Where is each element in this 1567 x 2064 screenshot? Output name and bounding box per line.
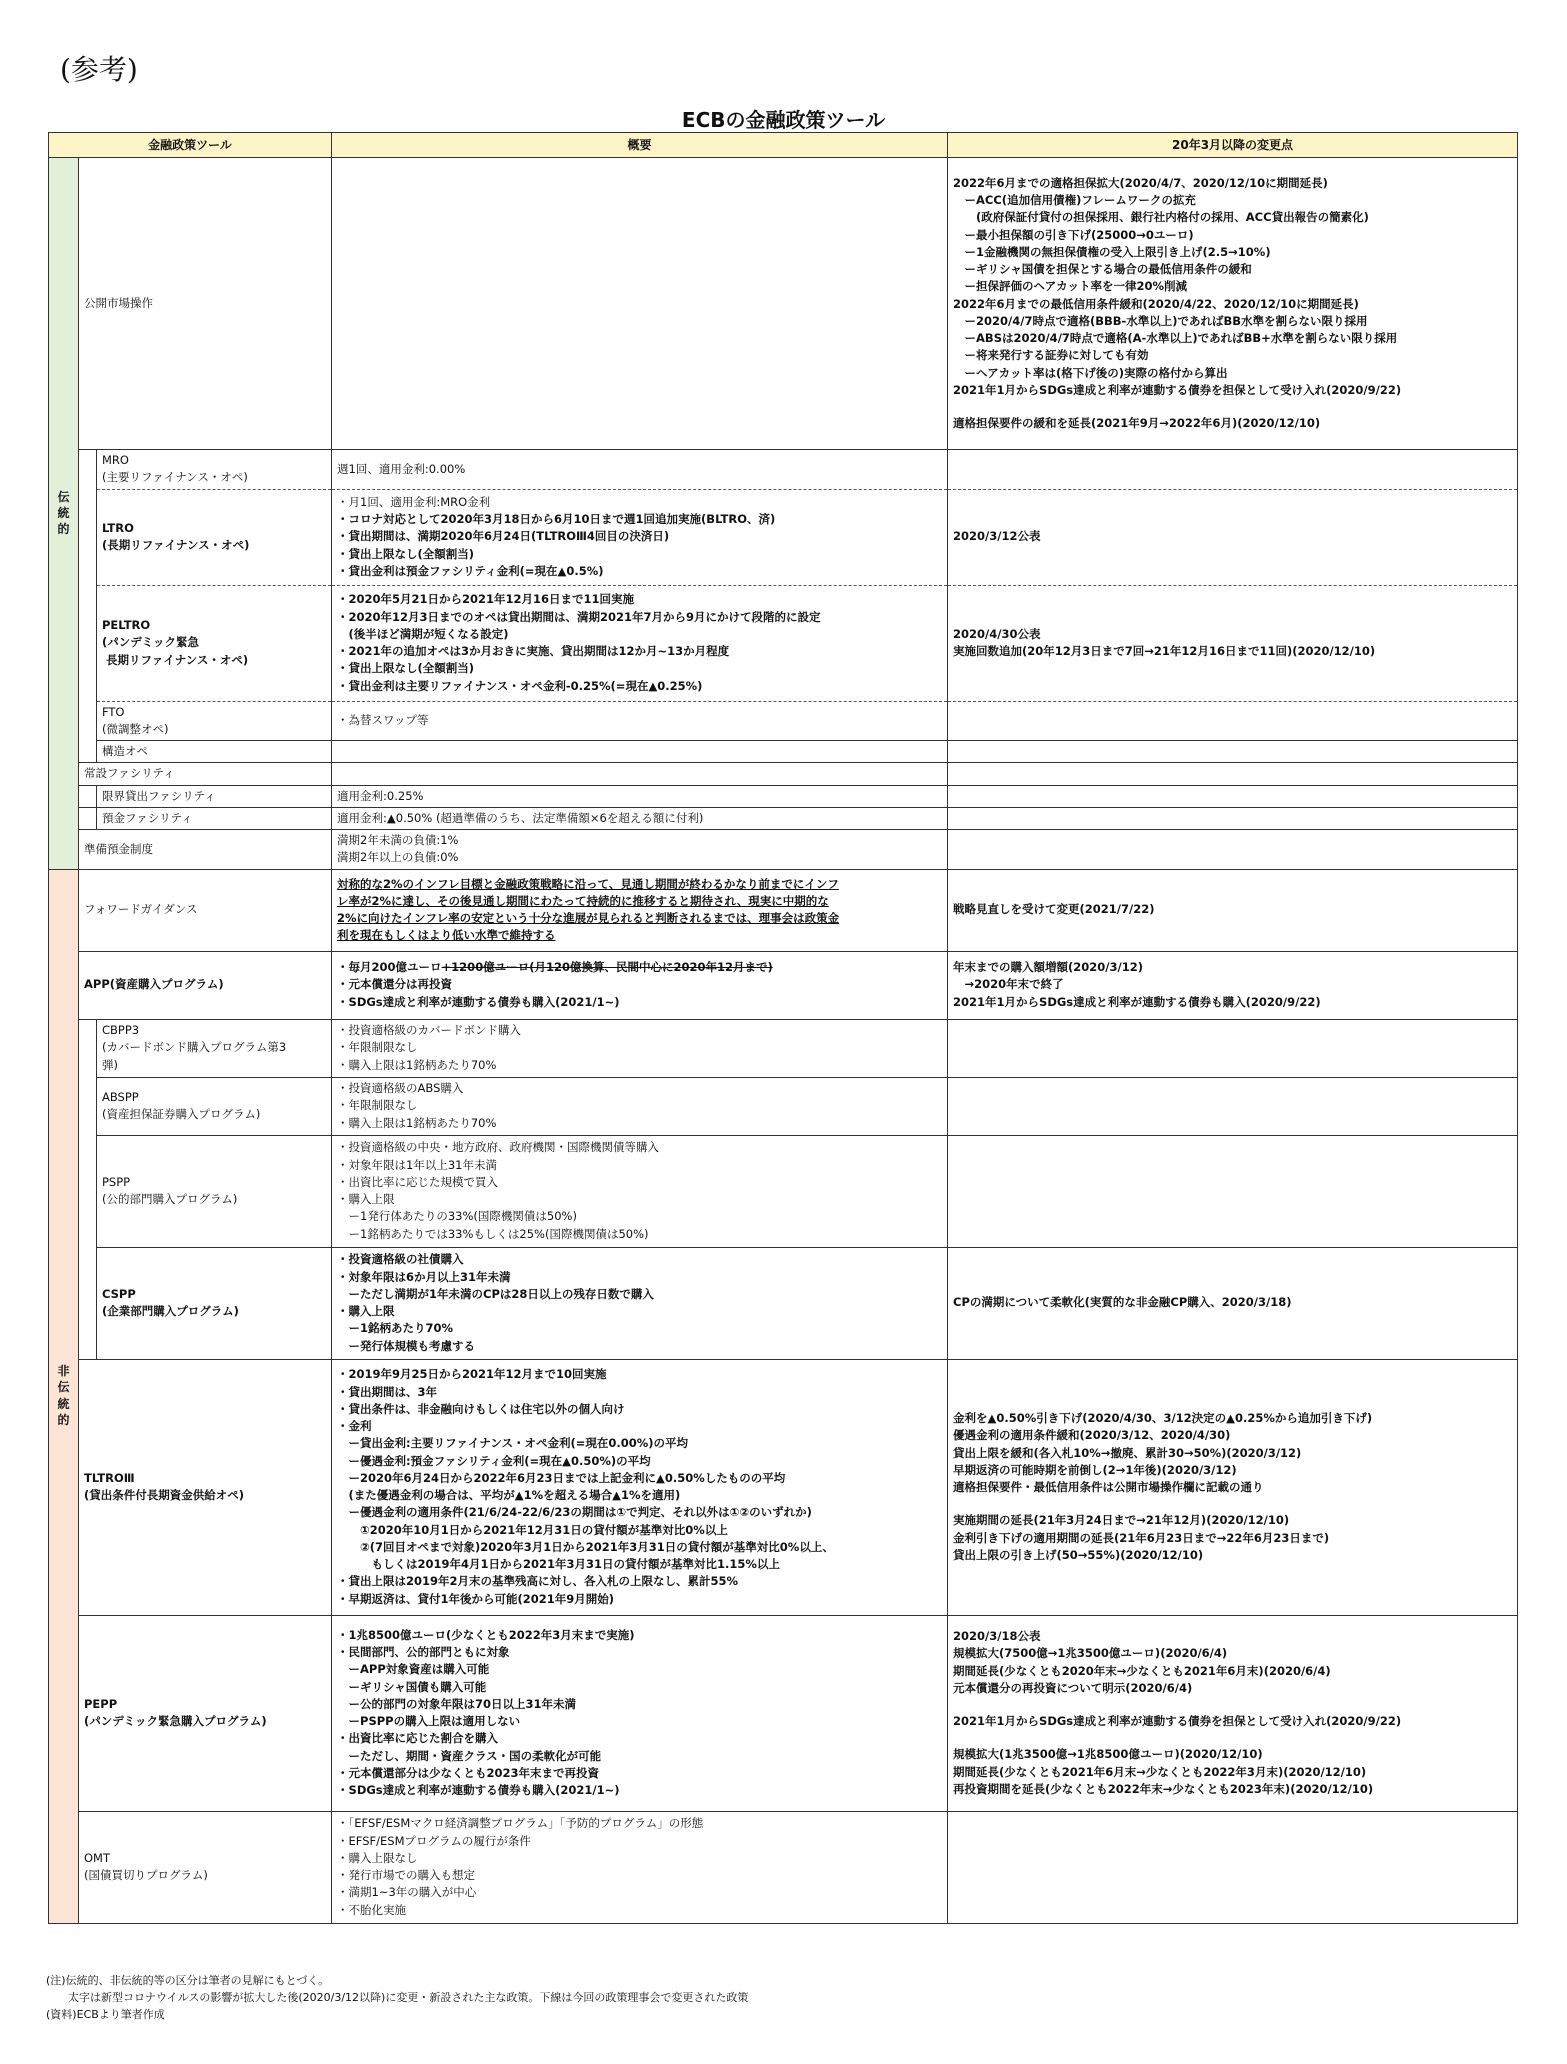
row-omt — [49, 1811, 1518, 1923]
summary-deposit: 適用金利:▲0.50% (超過準備のうち、法定準備額×6を超える額に付利) — [332, 807, 948, 829]
changes-fg: 戦略見直しを受けて変更(2021/7/22) — [948, 869, 1518, 951]
changes-omo: 2022年6月までの適格担保拡大(2020/4/7、2020/12/10に期間延長) ーACC(追加信用債権)フレームワークの拡充 (政府保証付貸付の担保採用、銀行社内格付の採用、ACC貸出報告の簡素化) ー最小担保額の引き下げ(25000→0ユーロ) ー1金融機関の無担保債権の受入上限引き上げ(2.5→10%) ーギリシャ国債を担保とする場合の最低信用条件の緩和 ー担保評価のヘアカット率を一律20%削減 2022年6月までの最低信用条件緩和(2020/4/22、2020/12/10に期間延長) ー2020/4/7時点で適格(BBB-水準以上)であればBB水準を割らない限り採用 ーABSは2020/4/7時点で適格(A-水準以上)であればBB+水準を割らない限り採用 ー将来発行する証券に対しても有効 ーヘアカット率は(格下げ後の)実際の格付から算出 2021年1月からSDGs達成と利率が連動する債券を担保として受け入れ(2020/9/22) 適格担保要件の緩和を延長(2021年9月→2022年6月)(2020/12/10) — [948, 158, 1518, 450]
footnote-3: (資料)ECBより筆者作成 — [46, 2008, 165, 2022]
row-app — [49, 951, 1518, 1019]
table-header-row — [49, 133, 1518, 158]
page-title: ECBの金融政策ツール — [681, 108, 886, 132]
tool-structural: 構造オペ — [97, 741, 332, 763]
tool-cspp: CSPP (企業部門購入プログラム) — [97, 1247, 332, 1359]
changes-peltro: 2020/4/30公表 実施回数追加(20年12月3日まで7回→21年12月16日まで11回)(2020/12/10) — [948, 585, 1518, 701]
tool-pspp: PSPP (公的部門購入プログラム) — [97, 1135, 332, 1247]
tool-deposit: 預金ファシリティ — [97, 807, 332, 829]
summary-mro: 週1回、適用金利:0.00% — [332, 450, 948, 490]
summary-app: ・毎月200億ユーロ+1200億ユーロ(月120億換算、民間中心に2020年12月まで) ・元本償還分は再投資 ・SDGs達成と利率が連動する債券も購入(2021/1~) — [332, 951, 948, 1019]
summary-cbpp3: ・投資適格級のカバードボンド購入 ・年限制限なし ・購入上限は1銘柄あたり70% — [332, 1019, 948, 1077]
summary-peltro: ・2020年5月21日から2021年12月16日まで11回実施 ・2020年12月3日までのオペは貸出期間は、満期2021年7月から9月にかけて段階的に設定 (後半ほど満期が短くなる設定) ・2021年の追加オペは3か月おきに実施、貸出期間は12か月~13か月程度 ・貸出上限なし(全額割当) ・貸出金利は主要リファイナンス・オペ金利-0.25%(=現在▲0.25%) — [332, 585, 948, 701]
tool-cbpp3: CBPP3 (カバードボンド購入プログラム第3 弾) — [97, 1019, 332, 1077]
category-non-traditional — [49, 869, 79, 1923]
row-fg — [49, 869, 1518, 951]
row-standing — [49, 763, 1518, 785]
footnote-1: (注)伝統的、非伝統的等の区分は筆者の見解にもとづく。 — [46, 1974, 330, 1987]
summary-tltro: ・2019年9月25日から2021年12月まで10回実施 ・貸出期間は、3年 ・貸出条件は、非金融向けもしくは住宅以外の個人向け ・金利 ー貸出金利:主要リファイナンス・オペ金利(=現在0.00%)の平均 ー優遇金利:預金ファシリティ金利(=現在▲0.50%)の平均 ー2020年6月24日から2022年6月23日までは上記金利に▲0.50%したものの平均 (また優遇金利の場合は、平均が▲1%を超える場合▲1%を適用) ー優遇金利の適用条件(21/6/24-22/6/23の期間は①で判定、それ以外は①②のいずれか) ①2020年10月1日から2021年12月31日の貸付額が基準対比0%以上 ②(7回目オペまで対象)2020年3月1日から2021年3月31日の貸付額が基準対比0%以上、 もしくは2019年4月1日から2021年3月31日の貸付額が基準対比1.15%以上 ・貸出上限は2019年2月末の基準残高に対し、各入札の上限なし、累計55% ・早期返済は、貸付1年後から可能(2021年9月開始) — [332, 1359, 948, 1615]
tool-pepp: PEPP (パンデミック緊急購入プログラム) — [79, 1615, 332, 1811]
summary-pepp: ・1兆8500億ユーロ(少なくとも2022年3月末まで実施) ・民間部門、公的部門ともに対象 ーAPP対象資産は購入可能 ーギリシャ国債も購入可能 ー公的部門の対象年限は70日以上31年未満 ーPSPPの購入上限は適用しない ・出資比率に応じた割合を購入 ーただし、期間・資産クラス・国の柔軟化が可能 ・元本償還部分は少なくとも2023年末まで再投資 ・SDGs達成と利率が連動する債券も購入(2021/1~) — [332, 1615, 948, 1811]
tool-omt: OMT (国債買切りプログラム) — [79, 1811, 332, 1923]
summary-fto: ・為替スワップ等 — [332, 701, 948, 741]
changes-pepp: 2020/3/18公表 規模拡大(7500億→1兆3500億ユーロ)(2020/6/4) 期間延長(少なくとも2020年末→少なくとも2021年6月末)(2020/6/4) 元本償還分の再投資について明示(2020/6/4) 2021年1月からSDGs達成と利率が連動する債券を担保として受け入れ(2020/9/22) 規模拡大(1兆3500億→1兆8500億ユーロ)(2020/12/10) 期間延長(少なくとも2021年6月末→少なくとも2022年3月末)(2020/12/10) 再投資期間を延長(少なくとも2022年末→少なくとも2023年末)(2020/12/10) — [948, 1615, 1518, 1811]
tool-app: APP(資産購入プログラム) — [79, 951, 332, 1019]
row-fto — [49, 701, 1518, 741]
row-structural — [49, 741, 1518, 763]
tool-reserve: 準備預金制度 — [79, 830, 332, 870]
category-traditional-label: 伝 統 的 — [57, 489, 70, 536]
row-ltro — [49, 489, 1518, 585]
row-deposit — [49, 807, 1518, 829]
changes-fto — [948, 701, 1518, 741]
tool-abspp: ABSPP (資産担保証券購入プログラム) — [97, 1077, 332, 1135]
tool-ltro: LTRO (長期リファイナンス・オペ) — [97, 489, 332, 585]
changes-tltro: 金利を▲0.50%引き下げ(2020/4/30、3/12決定の▲0.25%から追加引き下げ) 優遇金利の適用条件緩和(2020/3/12、2020/4/30) 貸出上限を緩和(各入札10%→撤廃、累計30→50%)(2020/3/12) 早期返済の可能時期を前倒し(2→1年後)(2020/3/12) 適格担保要件・最低信用条件は公開市場操作欄に記載の通り 実施期間の延長(21年3月24日まで→21年12月)(2020/12/10) 金利引き下げの適用期間の延長(21年6月23日まで→22年6月23日まで) 貸出上限の引き上げ(50→55%)(2020/12/10) — [948, 1359, 1518, 1615]
tool-fto: FTO (微調整オペ) — [97, 701, 332, 741]
row-cbpp3 — [49, 1019, 1518, 1077]
tool-tltro: TLTROⅢ (貸出条件付長期資金供給オペ) — [79, 1359, 332, 1615]
summary-pspp: ・投資適格級の中央・地方政府、政府機関・国際機関債等購入 ・対象年限は1年以上31年未満 ・出資比率に応じた規模で買入 ・購入上限 ー1発行体あたりの33%(国際機関債は50%) ー1銘柄あたりでは33%もしくは25%(国際機関債は50%) — [332, 1135, 948, 1247]
summary-cspp: ・投資適格級の社債購入 ・対象年限は6か月以上31年未満 ーただし満期が1年未満のCPは28日以上の残存日数で購入 ・購入上限 ー1銘柄あたり70% ー発行体規模も考慮する — [332, 1247, 948, 1359]
tool-omo: 公開市場操作 — [79, 158, 332, 450]
row-omo — [49, 158, 1518, 450]
summary-omt: ・「EFSF/ESMマクロ経済調整プログラム」「予防的プログラム」の形態 ・EFSF/ESMプログラムの履行が条件 ・購入上限なし ・発行市場での購入も想定 ・満期1~3年の購入が中心 ・不胎化実施 — [332, 1811, 948, 1923]
category-non-traditional-label: 非 伝 統 的 — [57, 1364, 70, 1427]
row-marginal — [49, 785, 1518, 807]
summary-fg: 対称的な2%のインフレ目標と金融政策戦略に沿って、見通し期間が終わるかなり前までにインフ レ率が2%に達し、その後見通し期間にわたって持続的に推移すると期待され、現実に中期的な 2%に向けたインフレ率の安定という十分な進展が見られると判断されるまでは、理事会は政策金 利を現在もしくはより低い水準で維持する — [332, 869, 948, 951]
category-traditional — [49, 158, 79, 870]
summary-reserve: 満期2年未満の負債:1% 満期2年以上の負債:0% — [332, 830, 948, 870]
reference-label: (参考) — [60, 53, 138, 86]
summary-abspp: ・投資適格級のABS購入 ・年限制限なし ・購入上限は1銘柄あたり70% — [332, 1077, 948, 1135]
tool-peltro: PELTRO (パンデミック緊急 長期リファイナンス・オペ) — [97, 585, 332, 701]
summary-omo — [332, 158, 948, 450]
footnote-2: 太字は新型コロナウイルスの影響が拡大した後(2020/3/12以降)に変更・新設された主な政策。下線は今回の政策理事会で変更された政策 — [46, 1991, 749, 2005]
row-peltro — [49, 585, 1518, 701]
changes-ltro: 2020/3/12公表 — [948, 489, 1518, 585]
row-abspp — [49, 1077, 1518, 1135]
row-pepp — [49, 1615, 1518, 1811]
summary-ltro: ・月1回、適用金利:MRO金利 ・コロナ対応として2020年3月18日から6月10日まで週1回追加実施(BLTRO、済) ・貸出期間は、満期2020年6月24日(TLTROⅢ4回目の決済日) ・貸出上限なし(全額割当) ・貸出金利は預金ファシリティ金利(=現在▲0.5%) — [332, 489, 948, 585]
summary-marginal: 適用金利:0.25% — [332, 785, 948, 807]
row-pspp — [49, 1135, 1518, 1247]
changes-mro — [948, 450, 1518, 490]
tool-standing: 常設ファシリティ — [79, 763, 332, 785]
col-header-changes: 20年3月以降の変更点 — [948, 133, 1518, 158]
changes-app: 年末までの購入額増額(2020/3/12) →2020年末で終了 2021年1月からSDGs達成と利率が連動する債券も購入(2020/9/22) — [948, 951, 1518, 1019]
tool-marginal: 限界貸出ファシリティ — [97, 785, 332, 807]
row-cspp — [49, 1247, 1518, 1359]
tool-mro: MRO (主要リファイナンス・オペ) — [97, 450, 332, 490]
footnotes — [46, 1972, 748, 2023]
col-header-tool: 金融政策ツール — [49, 133, 332, 158]
changes-cspp: CPの満期について柔軟化(実質的な非金融CP購入、2020/3/18) — [948, 1247, 1518, 1359]
row-mro — [49, 450, 1518, 490]
row-reserve — [49, 830, 1518, 870]
row-tltro — [49, 1359, 1518, 1615]
policy-tools-table — [48, 132, 1518, 1924]
col-header-summary: 概要 — [332, 133, 948, 158]
tool-fg: フォワードガイダンス — [79, 869, 332, 951]
